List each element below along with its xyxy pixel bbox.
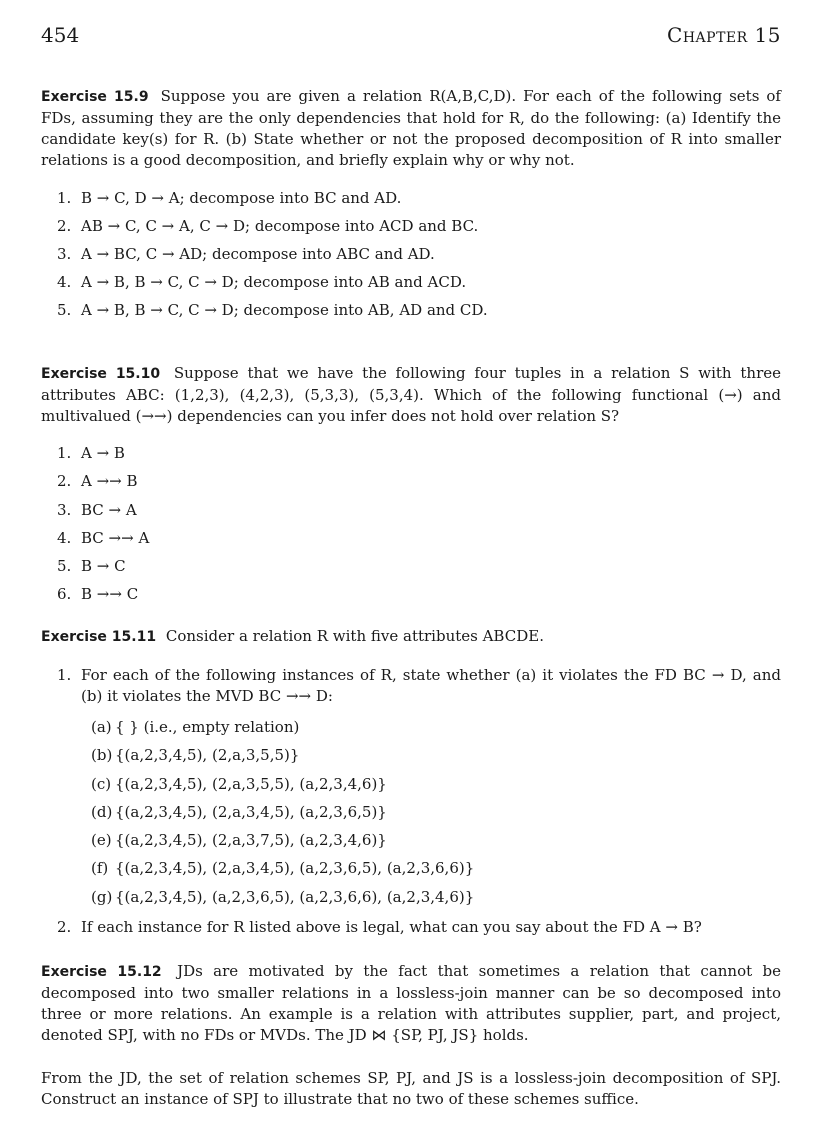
list-item <box>57 665 781 707</box>
item-text: B → C <box>81 557 126 576</box>
item-text: A → BC, C → AD; decompose into ABC and AD. <box>81 245 435 263</box>
instance-text: {(a,2,3,4,5), (a,2,3,6,5), (a,2,3,6,6), (a,2,3,4,6)} <box>115 887 475 906</box>
instance-list <box>91 717 781 915</box>
list-item <box>57 556 149 584</box>
exercise-15-10-list <box>57 443 149 613</box>
instance-item <box>91 717 781 745</box>
item-number: 2. <box>57 918 72 937</box>
item-number: 4. <box>57 273 72 291</box>
item-text: For each of the following instances of R, state whether (a) it violates the FD BC → D, and (b) it violates the MVD BC →→ D: <box>81 666 781 705</box>
item-text: BC → A <box>81 500 137 519</box>
item-number: 1. <box>57 444 72 462</box>
item-text: B →→ C <box>81 585 139 604</box>
exercise-15-10 <box>41 363 781 427</box>
exercise-15-9-list <box>57 188 488 328</box>
item-text: A → B, B → C, C → D; decompose into AB and ACD. <box>81 273 467 291</box>
instance-item <box>91 858 781 886</box>
exercise-text: Suppose that we have the following four tuples in a relation S with three attributes ABC: (1,2,3), (4,2,3), (5,3,3), (5,3,4). Which of the following functional (→) and multivalued (→→) dependencies can you infer does not hold over relation S? <box>41 364 781 425</box>
instance-item <box>91 745 781 773</box>
instance-label: (g) <box>91 887 113 906</box>
item-text: B → C, D → A; decompose into BC and AD. <box>81 189 402 207</box>
item-number: 4. <box>57 528 72 547</box>
item-text: A →→ B <box>81 472 138 491</box>
item-text: BC →→ A <box>81 528 150 547</box>
instance-item <box>91 830 781 858</box>
list-item <box>57 216 488 244</box>
instance-label: (b) <box>91 746 113 765</box>
list-item <box>57 528 149 556</box>
page-header <box>41 22 781 48</box>
instance-label: (d) <box>91 802 113 821</box>
list-item <box>57 272 488 300</box>
list-item <box>57 244 488 272</box>
instance-text: {(a,2,3,4,5), (2,a,3,5,5)} <box>115 746 300 765</box>
instance-text: {(a,2,3,4,5), (2,a,3,5,5), (a,2,3,4,6)} <box>115 774 387 793</box>
list-item <box>57 471 149 499</box>
item-number: 3. <box>57 500 72 519</box>
exercise-text: JDs are motivated by the fact that sometimes a relation that cannot be decomposed into two smaller relations in a lossless-join manner can be so decomposed into three or more relations. An example is a relation with attributes supplier, part, and project, denoted SPJ, with no FDs or MVDs. The JD ⋈ {SP, PJ, JS} holds. <box>41 962 782 1044</box>
item-number: 1. <box>57 189 72 207</box>
exercise-label: Exercise 15.10 <box>41 366 161 382</box>
item-number: 5. <box>57 557 72 576</box>
list-item <box>57 917 781 938</box>
instance-item <box>91 802 781 830</box>
item-text: A → B, B → C, C → D; decompose into AB, AD and CD. <box>81 301 488 319</box>
exercise-text: Suppose you are given a relation R(A,B,C,D). For each of the following sets of FDs, assuming they are the only dependencies that hold for R, do the following: (a) Identify the candidate key(s) for R. (b) State whether or not the proposed decomposition of R into smaller relations is a good decomposition, and briefly explain why or why not. <box>41 87 781 169</box>
instance-text: { } (i.e., empty relation) <box>115 718 300 736</box>
instance-text: {(a,2,3,4,5), (2,a,3,7,5), (a,2,3,4,6)} <box>115 831 387 850</box>
page-number: 454 <box>41 23 80 47</box>
instance-text: {(a,2,3,4,5), (2,a,3,4,5), (a,2,3,6,5), (a,2,3,6,6)} <box>115 859 475 878</box>
list-item <box>57 300 488 328</box>
item-number: 3. <box>57 245 72 263</box>
exercise-15-11-list <box>57 665 781 938</box>
instance-label: (e) <box>91 831 112 850</box>
exercise-15-12-continued: From the JD, the set of relation schemes SP, PJ, and JS is a lossless-join decomposition of SPJ. Construct an instance of SPJ to illustrate that no two of these schemes suffice. <box>41 1069 781 1108</box>
list-item <box>57 584 149 612</box>
exercise-text: Consider a relation R with five attributes ABCDE. <box>165 627 544 645</box>
exercise-label: Exercise 15.9 <box>41 89 149 105</box>
item-text: If each instance for R listed above is legal, what can you say about the FD A → B? <box>81 918 702 937</box>
list-item <box>57 188 488 216</box>
exercise-label: Exercise 15.12 <box>41 964 162 980</box>
list-item <box>57 443 149 471</box>
instance-label: (c) <box>91 774 112 793</box>
instance-label: (a) <box>91 718 112 736</box>
item-number: 6. <box>57 585 72 604</box>
item-number: 5. <box>57 301 72 319</box>
exercise-15-9 <box>41 86 781 171</box>
exercise-15-12 <box>41 961 781 1046</box>
instance-label: (f) <box>91 859 109 878</box>
exercise-15-11 <box>41 626 544 648</box>
page <box>41 22 782 1108</box>
instance-item <box>91 887 781 915</box>
exercise-label: Exercise 15.11 <box>41 629 157 645</box>
item-text: AB → C, C → A, C → D; decompose into ACD and BC. <box>81 217 479 235</box>
list-item <box>57 500 149 528</box>
item-number: 2. <box>57 472 72 491</box>
item-number: 1. <box>57 666 72 684</box>
item-text: A → B <box>81 444 125 462</box>
instance-item <box>91 774 781 802</box>
instance-text: {(a,2,3,4,5), (2,a,3,4,5), (a,2,3,6,5)} <box>115 802 387 821</box>
item-number: 2. <box>57 217 72 235</box>
chapter-title: Chapter 15 <box>667 23 781 47</box>
